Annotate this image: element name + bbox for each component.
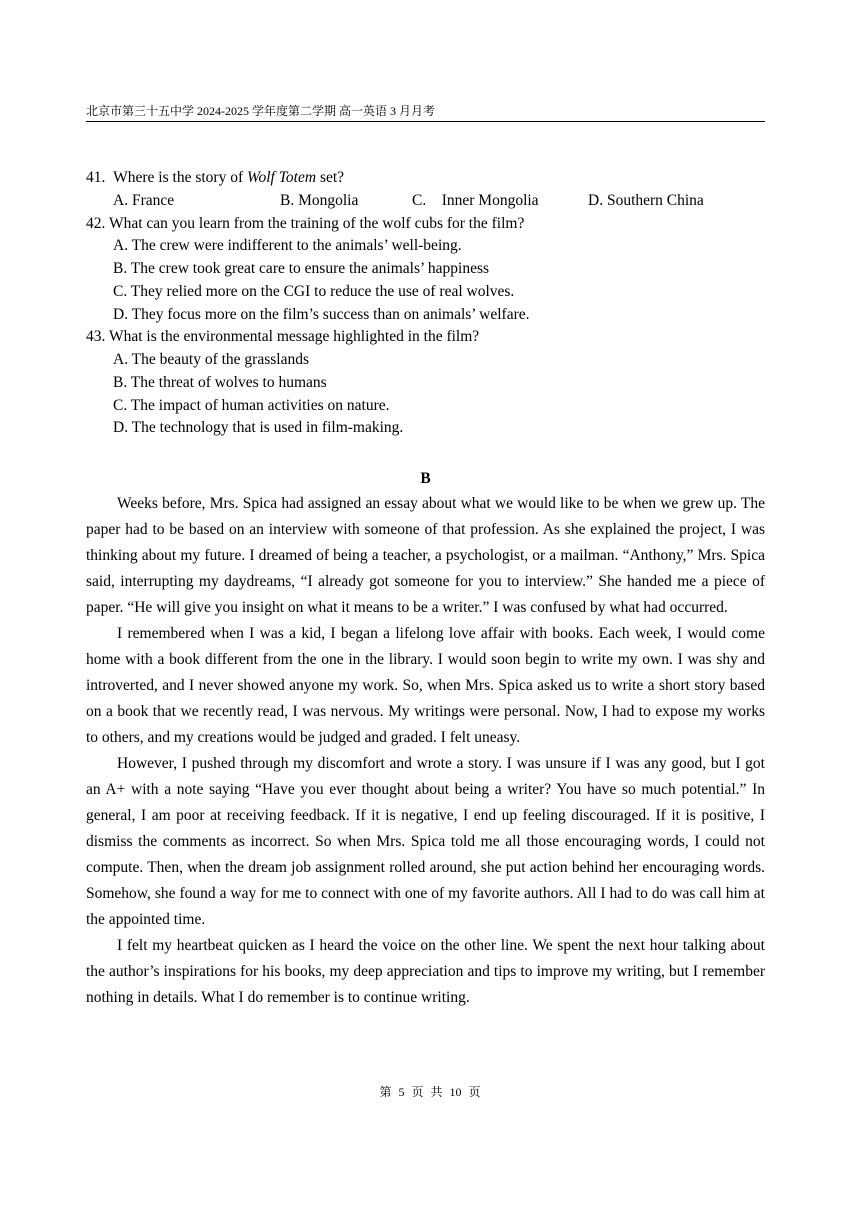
passage-paragraph: I felt my heartbeat quicken as I heard the voice on the other line. We spent the next hour talking about the author’s inspirations for his books, my deep appreciation and tips to improve my writing, but I remember nothing in details. What I do remember is to continue writing. (86, 937, 765, 1006)
option-d: D. The technology that is used in film-making. (113, 419, 404, 437)
question-number: 43. (86, 328, 106, 346)
option-c: C. They relied more on the CGI to reduce the use of real wolves. (113, 282, 515, 300)
option-d: D. Southern China (588, 191, 704, 209)
option-d: D. They focus more on the film’s success than on animals’ welfare. (113, 305, 530, 323)
question-43 (86, 326, 776, 349)
option-b: B. Mongolia (280, 191, 359, 209)
question-stem: What is the environmental message highlighted in the film? (108, 328, 480, 346)
option-c: C. Inner Mongolia (412, 191, 539, 209)
header-text: 北京市第三十五中学 2024-2025 学年度第二学期 高一英语 3 月月考 (86, 104, 435, 118)
reading-passage (86, 491, 765, 1011)
question-stem: What can you learn from the training of the wolf cubs for the film? (108, 214, 525, 232)
page-footer (0, 1082, 860, 1102)
passage-paragraph: Weeks before, Mrs. Spica had assigned an essay about what we would like to be when we grew up. The paper had to be based on an interview with someone of that profession. As she explained the project, I was thinking about my future. I dreamed of being a teacher, a psychologist, or a mailman. “Anthony,” Mrs. Spica said, interrupting my daydreams, “I already got someone for you to interview.” She handed me a piece of paper. “He will give you insight on what it means to be a writer.” I was confused by what had occurred. (86, 495, 765, 616)
book-title: Wolf Totem (247, 169, 317, 186)
section-title: B (420, 470, 431, 487)
option-b: B. The threat of wolves to humans (113, 373, 327, 391)
page-header (86, 101, 765, 122)
page-number: 第 5 页 共 10 页 (379, 1085, 481, 1099)
question-number: 42. (86, 214, 106, 232)
question-number: 41. (86, 169, 106, 186)
question-list (86, 167, 776, 440)
option-a: A. The crew were indifferent to the animals’ well-being. (113, 237, 462, 255)
question-stem-after: set? (316, 169, 345, 186)
question-41-options (86, 190, 776, 213)
question-42 (86, 213, 776, 236)
option-c: C. The impact of human activities on nature. (113, 396, 390, 414)
question-41 (86, 167, 776, 190)
option-a: A. France (113, 191, 175, 209)
question-stem-before: Where is the story of (113, 169, 247, 186)
passage-paragraph: However, I pushed through my discomfort and wrote a story. I was unsure if I was any good, but I got an A+ with a note saying “Have you ever thought about being a writer? You have so much potential.” In general, I am poor at receiving feedback. If it is negative, I end up feeling discouraged. If it is positive, I dismiss the comments as incorrect. So when Mrs. Spica told me all those encouraging words, I could not compute. Then, when the dream job assignment rolled around, she put action behind her encouraging words. Somehow, she found a way for me to connect with one of my favorite authors. All I had to do was call him at the appointed time. (86, 755, 765, 928)
option-a: A. The beauty of the grasslands (113, 351, 309, 368)
passage-paragraph: I remembered when I was a kid, I began a lifelong love affair with books. Each week, I would come home with a book different from the one in the library. I would soon begin to write my own. I was shy and introverted, and I never showed anyone my work. So, when Mrs. Spica asked us to write a short story based on a book that we recently read, I was nervous. My writings were personal. Now, I had to expose my works to others, and my creations would be judged and graded. I felt uneasy. (86, 625, 765, 746)
option-b: B. The crew took great care to ensure the animals’ happiness (113, 260, 490, 277)
